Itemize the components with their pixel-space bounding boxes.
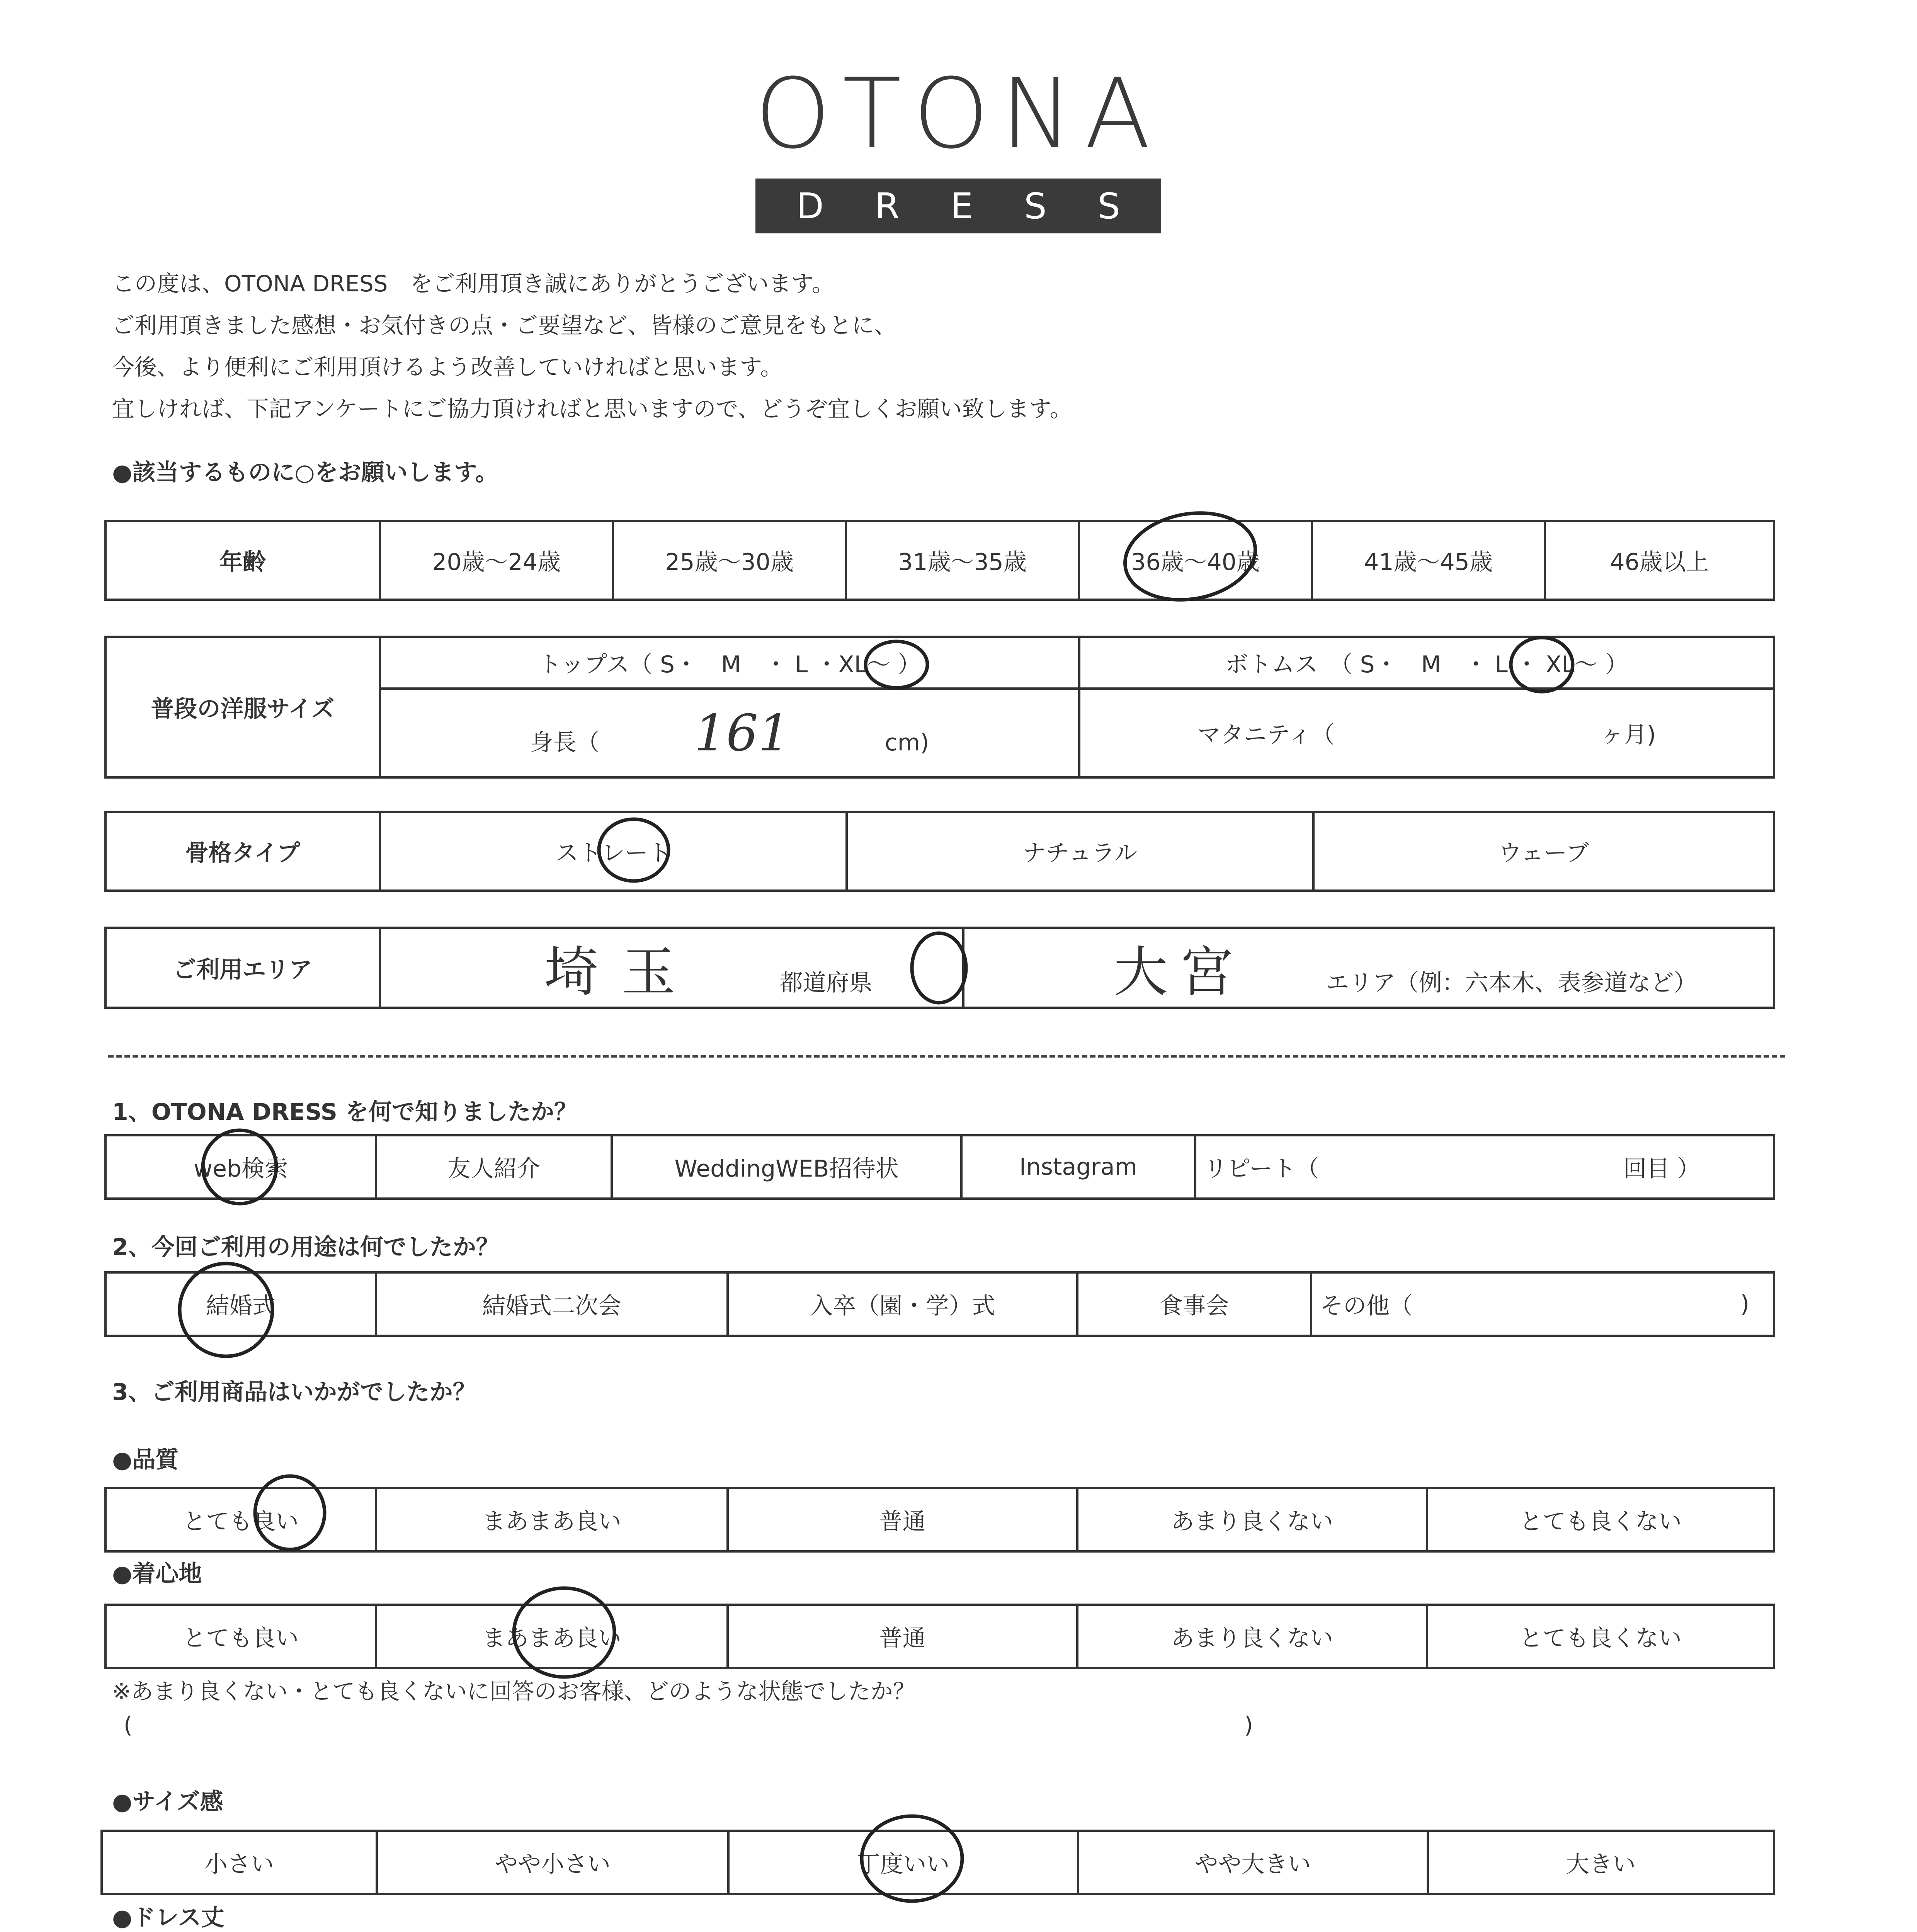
- dashed-divider: [108, 1055, 1785, 1058]
- age-option[interactable]: 31歳～35歳: [846, 521, 1079, 600]
- fit-option[interactable]: 小さい: [102, 1831, 377, 1894]
- age-option[interactable]: 46歳以上: [1545, 521, 1774, 600]
- q2-option[interactable]: 食事会: [1077, 1272, 1311, 1336]
- height-value: 161: [694, 703, 790, 762]
- comfort-option[interactable]: 普通: [728, 1605, 1077, 1668]
- body-type-option[interactable]: ナチュラル: [847, 812, 1313, 891]
- body-type-option[interactable]: ストレート: [380, 812, 847, 891]
- logo-otona: OTONA: [755, 58, 1162, 170]
- q2-option[interactable]: 結婚式二次会: [376, 1272, 728, 1336]
- height-unit: cm): [885, 729, 929, 756]
- age-option[interactable]: 25歳～30歳: [613, 521, 846, 600]
- maternity-field[interactable]: [1079, 689, 1774, 777]
- body-type-option[interactable]: ウェーブ: [1313, 812, 1774, 891]
- quality-option[interactable]: とても良くない: [1427, 1488, 1774, 1551]
- quality-option[interactable]: とても良い: [105, 1488, 376, 1551]
- q2-table: [104, 1271, 1775, 1337]
- q2-title: 2、今回ご利用の用途は何でしたか？: [112, 1234, 499, 1261]
- size-label: 普段の洋服サイズ: [105, 637, 380, 777]
- quality-note: ※あまり良くない・とても良くないに回答のお客様、どのような状態でしたか？: [112, 1678, 915, 1704]
- fit-option[interactable]: 大きい: [1428, 1831, 1774, 1894]
- logo-dress: [755, 179, 1161, 233]
- logo-letter: E: [950, 185, 973, 227]
- q1-option[interactable]: WeddingWEB招待状: [612, 1135, 961, 1199]
- age-table: [104, 520, 1775, 601]
- length-label: ●ドレス丈: [112, 1904, 225, 1931]
- intro-text: [112, 263, 1072, 430]
- fit-option[interactable]: 丁度いい: [728, 1831, 1078, 1894]
- maternity-label: マタニティ（: [1197, 721, 1335, 748]
- comfort-option[interactable]: あまり良くない: [1077, 1605, 1427, 1668]
- area-label: ご利用エリア: [105, 928, 380, 1008]
- q1-repeat-count[interactable]: 回目 ）: [1551, 1135, 1774, 1199]
- q1-option[interactable]: web検索: [105, 1135, 376, 1199]
- area-field[interactable]: [963, 928, 1774, 1008]
- quality-label: ●品質: [112, 1446, 179, 1473]
- logo-letter: R: [874, 185, 900, 227]
- prefecture-field[interactable]: [380, 928, 963, 1008]
- area-value: 大宮: [1114, 941, 1245, 1004]
- q2-other-close: ): [1717, 1272, 1774, 1336]
- age-label: 年齢: [105, 521, 380, 600]
- logo-letter: S: [1024, 185, 1047, 227]
- height-field[interactable]: [380, 689, 1079, 777]
- paren-close: ): [1244, 1712, 1253, 1738]
- logo-letter: S: [1097, 185, 1120, 227]
- intro-line: この度は、OTONA DRESS をご利用頂き誠にありがとうございます。: [112, 270, 834, 297]
- quality-option[interactable]: 普通: [728, 1488, 1077, 1551]
- age-option[interactable]: 36歳～40歳: [1079, 521, 1312, 600]
- q2-option[interactable]: 入卒（園・学）式: [728, 1272, 1077, 1336]
- q1-table: [104, 1134, 1775, 1200]
- fit-table: [100, 1830, 1775, 1895]
- q2-option[interactable]: 結婚式: [105, 1272, 376, 1336]
- quality-option[interactable]: まあまあ良い: [376, 1488, 728, 1551]
- tops-size[interactable]: トップス（ S・ M ・ L ・XL～ ）: [380, 637, 1079, 689]
- paren-open: (: [124, 1712, 133, 1738]
- age-option[interactable]: 41歳～45歳: [1312, 521, 1545, 600]
- area-suffix: エリア（例：六本木、表参道など）: [1326, 969, 1697, 997]
- quality-table: [104, 1487, 1775, 1553]
- bottoms-size[interactable]: ボトムス （ S・ M ・ L ・ XL～ ）: [1079, 637, 1774, 689]
- q1-option-repeat[interactable]: リピート（: [1195, 1135, 1551, 1199]
- logo-letter: D: [796, 185, 824, 227]
- body-type-table: [104, 811, 1775, 892]
- q1-title: 1、OTONA DRESS を何で知りましたか？: [112, 1099, 577, 1126]
- comfort-table: [104, 1604, 1775, 1669]
- comfort-label: ●着心地: [112, 1560, 202, 1587]
- intro-line: 今後、より便利にご利用頂けるよう改善していければと思います。: [112, 354, 783, 380]
- size-table: [104, 636, 1775, 779]
- instruction: ●該当するものに○をお願いします。: [112, 459, 498, 486]
- fit-option[interactable]: やや大きい: [1078, 1831, 1428, 1894]
- q3-title: 3、ご利用商品はいかがでしたか？: [112, 1379, 476, 1406]
- q1-option[interactable]: 友人紹介: [376, 1135, 612, 1199]
- q2-option-other[interactable]: その他（: [1311, 1272, 1717, 1336]
- prefecture-suffix: 都道府県: [779, 969, 873, 997]
- q1-option[interactable]: Instagram: [961, 1135, 1195, 1199]
- quality-option[interactable]: あまり良くない: [1077, 1488, 1427, 1551]
- comfort-option[interactable]: とても良くない: [1427, 1605, 1774, 1668]
- maternity-unit: ヶ月): [1600, 721, 1656, 748]
- comfort-option[interactable]: とても良い: [105, 1605, 376, 1668]
- age-option[interactable]: 20歳～24歳: [380, 521, 613, 600]
- height-label: 身長（: [530, 729, 600, 756]
- fit-option[interactable]: やや小さい: [377, 1831, 728, 1894]
- body-type-label: 骨格タイプ: [105, 812, 380, 891]
- comfort-option[interactable]: まあまあ良い: [376, 1605, 728, 1668]
- intro-line: ご利用頂きました感想・お気付きの点・ご要望など、皆様のご意見をもとに、: [112, 312, 897, 338]
- intro-line: 宜しければ、下記アンケートにご協力頂ければと思いますので、どうぞ宜しくお願い致します。: [112, 396, 1072, 422]
- area-table: [104, 927, 1775, 1009]
- fit-label: ●サイズ感: [112, 1788, 223, 1815]
- prefecture-value: 埼玉: [544, 941, 699, 1004]
